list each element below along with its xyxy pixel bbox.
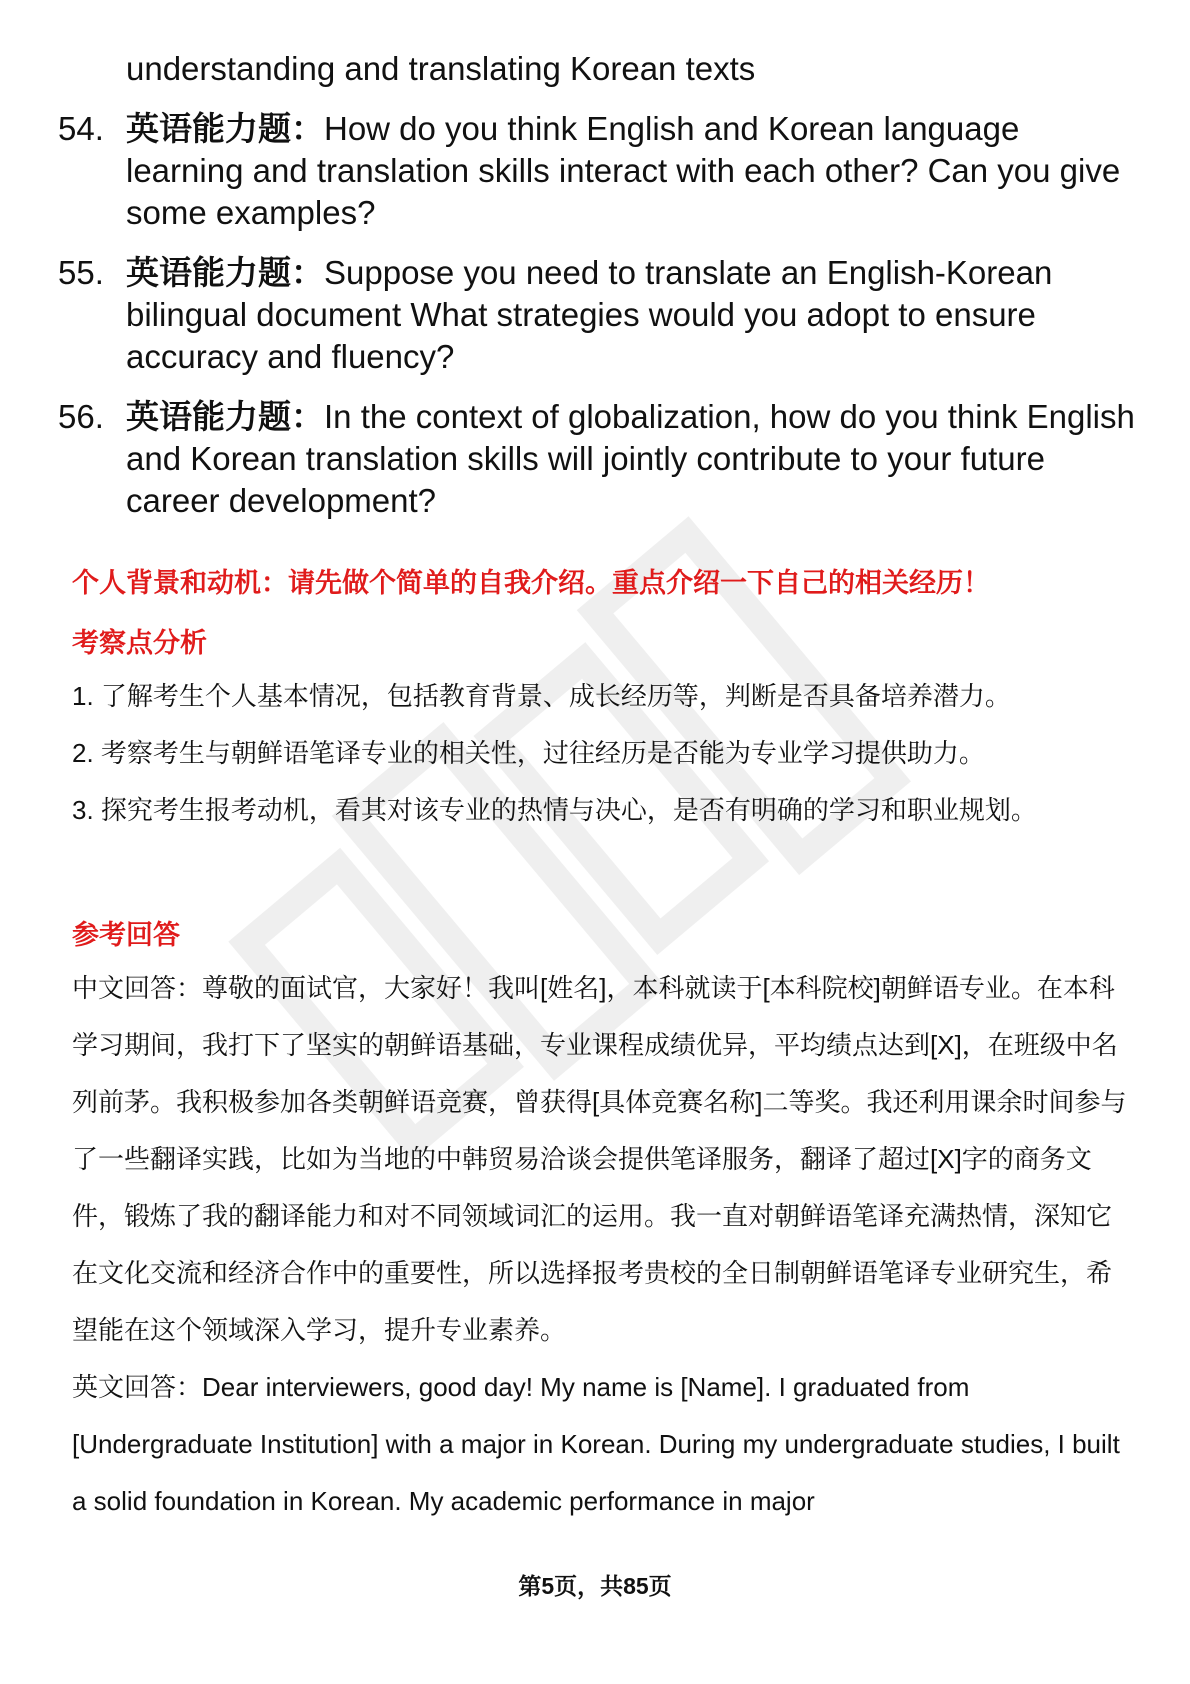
section-heading-block [72,566,1132,600]
section-heading: 个人背景和动机：请先做个简单的自我介绍。重点介绍一下自己的相关经历！ [72,568,990,598]
question-text: How do you think English and Korean language learning and translation skills interact with each other? Can you give some examples? [126,110,1121,231]
question-item [58,108,1138,234]
question-body [126,396,1138,522]
analysis-title: 考察点分析 [72,628,207,658]
chinese-answer [72,960,1132,1359]
question-body [126,252,1138,378]
question-list [58,48,1138,522]
analysis-point: 3. 探究考生报考动机，看其对该专业的热情与决心，是否有明确的学习和职业规划。 [72,795,1037,825]
question-tag: 英语能力题： [126,398,324,435]
analysis-point: 1. 了解考生个人基本情况，包括教育背景、成长经历等，判断是否具备培养潜力。 [72,681,1011,711]
question-number: 56. [58,398,104,435]
english-answer-label: 英文回答： [72,1372,203,1402]
chinese-answer-text: 尊敬的面试官，大家好！我叫[姓名]，本科就读于[本科院校]朝鲜语专业。在本科学习期间，我打下了坚实的朝鲜语基础，专业课程成绩优异，平均绩点达到[X]，在班级中名列前茅。我积极参加各类朝鲜语竞赛，曾获得[具体竞赛名称]二等奖。我还利用课余时间参与了一些翻译实践，比如为当地的中韩贸易洽谈会提供笔译服务，翻译了超过[X]字的商务文件，锻炼了我的翻译能力和对不同领域词汇的运用。我一直对朝鲜语笔译充满热情，深知它在文化交流和经济合作中的重要性，所以选择报考贵校的全日制朝鲜语笔译专业研究生，希望能在这个领域深入学习，提升专业素养。 [72,973,1127,1345]
analysis-point: 2. 考察考生与朝鲜语笔译专业的相关性，过往经历是否能为专业学习提供助力。 [72,738,985,768]
answer-block [72,918,1132,1530]
analysis-block [72,626,1132,839]
question-text: In the context of globalization, how do you think English and Korean translation skills will jointly contribute to your future career development? [126,398,1135,519]
question-text: Suppose you need to translate an English-Korean bilingual document What strategies would you adopt to ensure accuracy and fluency? [126,254,1053,375]
answer-title: 参考回答 [72,920,180,950]
question-item [58,396,1138,522]
question-continuation: understanding and translating Korean texts [126,50,756,87]
analysis-points [72,668,1132,839]
question-number: 55. [58,254,104,291]
question-body [126,108,1138,234]
question-number: 54. [58,110,104,147]
english-answer [72,1359,1132,1530]
chinese-answer-label: 中文回答： [72,973,203,1003]
question-item [58,252,1138,378]
question-tag: 英语能力题： [126,110,324,147]
question-tag: 英语能力题： [126,254,324,291]
page-footer: 第5页，共85页 [518,1573,672,1599]
english-answer-text: Dear interviewers, good day! My name is [Name]. I graduated from [Undergraduate Institution] with a major in Korean. During my undergraduate studies, I built a solid foundation in Korean. My academic performance in major [72,1372,1120,1516]
